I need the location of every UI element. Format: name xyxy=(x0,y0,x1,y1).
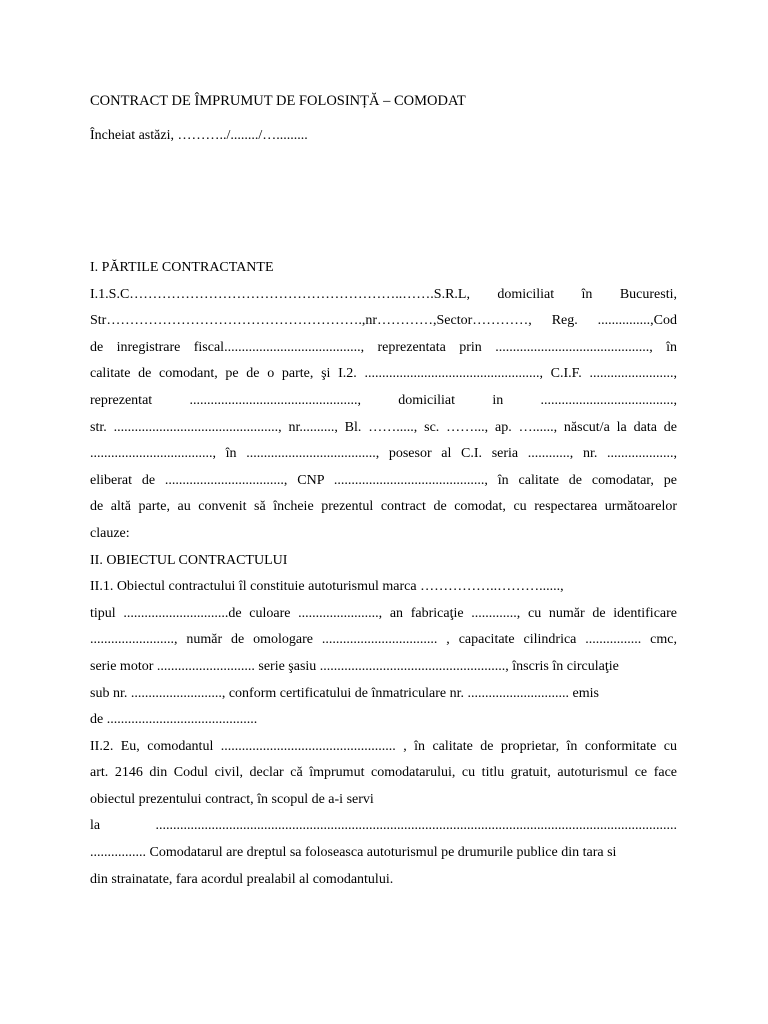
contract-line: obiectul prezentului contract, în scopul de a-i servi xyxy=(90,791,374,807)
contract-line: reprezentat ................................................, domiciliat in ......................................, xyxy=(90,392,677,408)
contract-line: I. PĂRTILE CONTRACTANTE xyxy=(90,260,274,275)
contract-line: de altă parte, au convenit să încheie prezentul contract de comodat, cu respectarea următoarelor xyxy=(90,499,677,515)
contract-line: Str……………………………………………….,nr…………,Sector…………, Reg. ...............,Cod xyxy=(90,313,677,329)
contract-line: II.1. Obiectul contractului îl constituie autoturismul marca ……………..………......, xyxy=(90,579,564,595)
contract-line: ..................................., în ....................................., posesor al C.I. seria ............, nr. ..................., xyxy=(90,446,677,462)
contract-line: eliberat de .................................., CNP ..........................................., în calitate de comodatar, pe xyxy=(90,472,677,488)
contract-line: tipul ..............................de culoare ......................., an fabricaţie ............., cu număr de identificare xyxy=(90,605,677,621)
document-title: CONTRACT DE ÎMPRUMUT DE FOLOSINȚĂ – COMODAT xyxy=(90,93,466,109)
contract-line: II. OBIECTUL CONTRACTULUI xyxy=(90,552,288,568)
contract-body xyxy=(90,255,677,893)
contract-line: sub nr. .........................., conform certificatului de înmatriculare nr. ............................. emis xyxy=(90,685,599,701)
contract-line: de ........................................... xyxy=(90,712,258,728)
contract-line: de inregistrare fiscal......................................., reprezentata prin ............................................, în xyxy=(90,339,677,355)
contract-line: str. ..............................................., nr.........., Bl. ……....., sc. ……..., ap. …......, născut/a la data de xyxy=(90,419,677,435)
contract-line: ................ Comodatarul are dreptul sa foloseasca autoturismul pe drumurile publice din tara si xyxy=(90,845,617,861)
contract-line: II.2. Eu, comodantul .................................................. , în calitate de proprietar, în conformitate cu xyxy=(90,738,677,754)
contract-line: din strainatate, fara acordul prealabil al comodantului. xyxy=(90,871,394,887)
concluded-date-line: Încheiat astăzi, ………../......../…......... xyxy=(90,128,308,143)
contract-line: ........................, număr de omologare ................................. , capacitate cilindrica ................ cmc, xyxy=(90,632,677,648)
contract-line: la ..................................................................................................................................................... xyxy=(90,818,677,834)
contract-line: I.1.S.C…………………………………………………..…….S.R.L, domiciliat în Bucuresti, xyxy=(90,286,677,302)
contract-line: clauze: xyxy=(90,525,130,541)
contract-line: serie motor ............................ serie şasiu ....................................................., înscris în circulaţie xyxy=(90,658,619,674)
contract-line: calitate de comodant, pe de o parte, şi I.2. .................................................., C.I.F. ........................, xyxy=(90,366,677,382)
contract-line: art. 2146 din Codul civil, declar că împrumut comodatarului, cu titlu gratuit, autoturismul ce face xyxy=(90,765,677,781)
